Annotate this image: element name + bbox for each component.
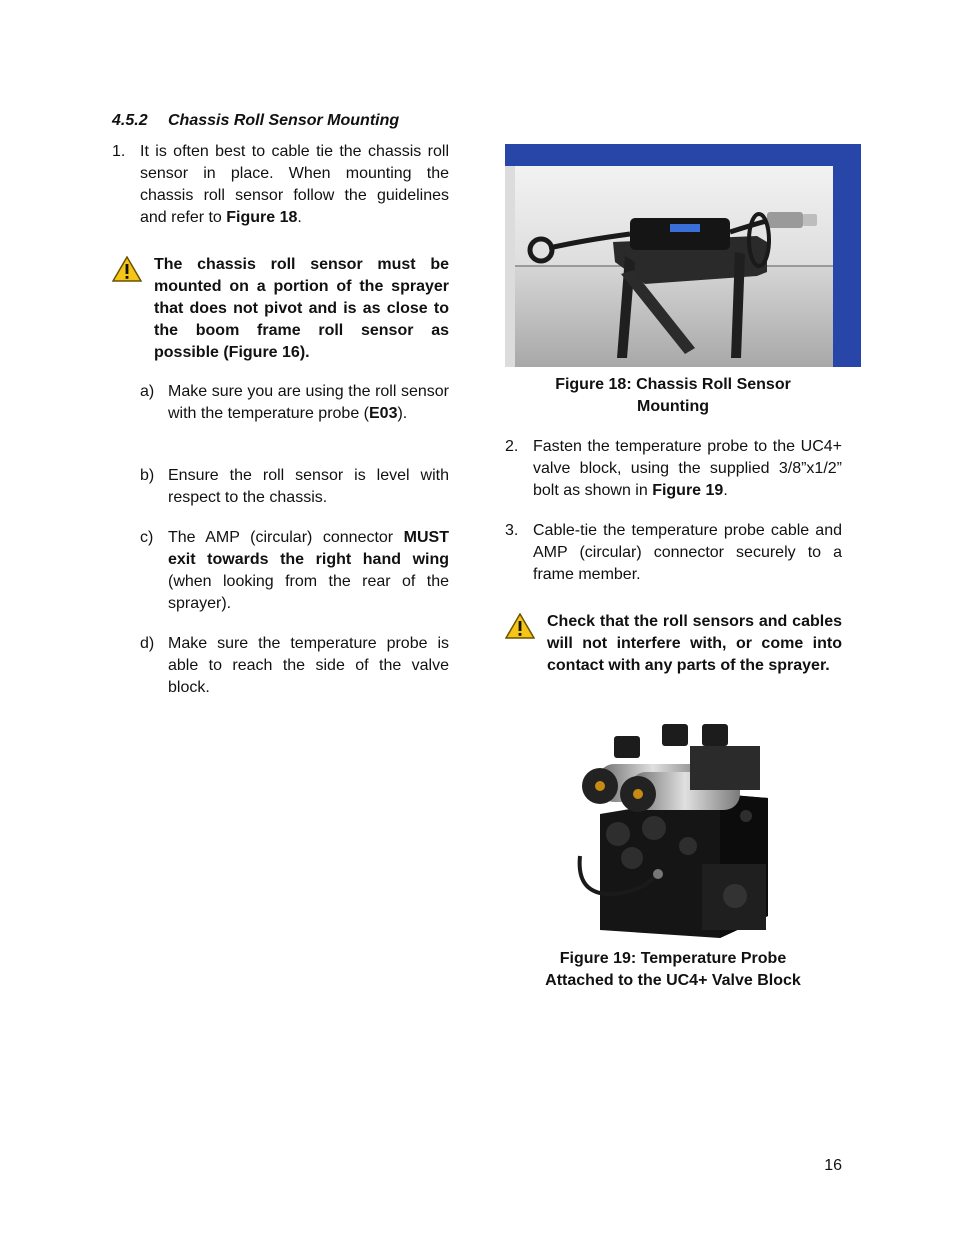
sub-step-a-end: ). (397, 405, 408, 422)
figure-18-caption (505, 374, 841, 418)
warning-block-1 (112, 254, 449, 366)
figure-18-caption-line-2: Mounting (637, 398, 709, 415)
sub-step-c-end: (when looking from the rear of the sprayer). (168, 573, 449, 612)
valve-block-illustration (570, 716, 780, 942)
page-number: 16 (824, 1157, 842, 1174)
sub-step-b-text: Ensure the roll sensor is level with respect to the chassis. (168, 467, 449, 506)
sub-step-d-marker: d) (140, 635, 155, 652)
step-2-marker: 2. (505, 438, 519, 455)
sub-step-c-marker: c) (140, 529, 154, 546)
step-2-body: Fasten the temperature probe to the UC4+ valve block, using the supplied 3/8”x1/2” bolt as shown in (533, 438, 842, 499)
sub-step-a-body: Make sure you are using the roll sensor with the temperature probe ( (168, 383, 449, 422)
section-title: Chassis Roll Sensor Mounting (168, 112, 400, 129)
sub-step-d-text: Make sure the temperature probe is able to reach the side of the valve block. (168, 635, 449, 696)
figure-19-caption-line-1: Figure 19: Temperature Probe (559, 950, 787, 967)
sub-step-c-body: The AMP (circular) connector (168, 529, 404, 546)
step-1-body: It is often best to cable tie the chassis roll sensor in place. When mounting the chassis roll sensor follow the guidelines and refer to (140, 143, 449, 226)
chassis-roll-sensor-illustration (505, 144, 861, 367)
figure-19-caption-line-2: Attached to the UC4+ Valve Block (545, 972, 801, 989)
sub-step-c-emphasis: MUST exit towards the right hand wing (168, 529, 449, 568)
figure-19-image (570, 716, 780, 942)
figure-18-reference: Figure 18 (226, 209, 298, 226)
sub-step-a-marker: a) (140, 383, 155, 400)
figure-19-reference: Figure 19 (652, 482, 724, 499)
step-1-marker: 1. (112, 143, 126, 160)
step-2-text (533, 436, 842, 502)
warning-2-text: Check that the roll sensors and cables will not interfere with, or come into contact with any parts of the sprayer. (547, 613, 842, 674)
section-number: 4.5.2 (112, 112, 148, 129)
sub-step-c-text (168, 527, 449, 615)
sub-step-b-marker: b) (140, 467, 155, 484)
step-1-text (140, 141, 449, 229)
figure-18-image (505, 144, 861, 367)
warning-block-2 (505, 611, 842, 701)
figure-18-caption-line-1: Figure 18: Chassis Roll Sensor (555, 376, 791, 393)
figure-19-caption (505, 948, 841, 992)
part-code: E03 (369, 405, 398, 422)
step-3-text: Cable-tie the temperature probe cable and AMP (circular) connector securely to a frame member. (533, 522, 842, 583)
warning-1-text: The chassis roll sensor must be mounted on a portion of the sprayer that does not pivot and is as close to the boom frame roll sensor as possible (Figure 16). (154, 256, 449, 361)
warning-icon (505, 613, 535, 639)
warning-icon (112, 256, 142, 282)
step-1-end: . (297, 209, 302, 226)
step-2-end: . (723, 482, 728, 499)
sub-step-a-text (168, 381, 449, 425)
step-3-marker: 3. (505, 522, 519, 539)
section-heading (112, 110, 399, 132)
